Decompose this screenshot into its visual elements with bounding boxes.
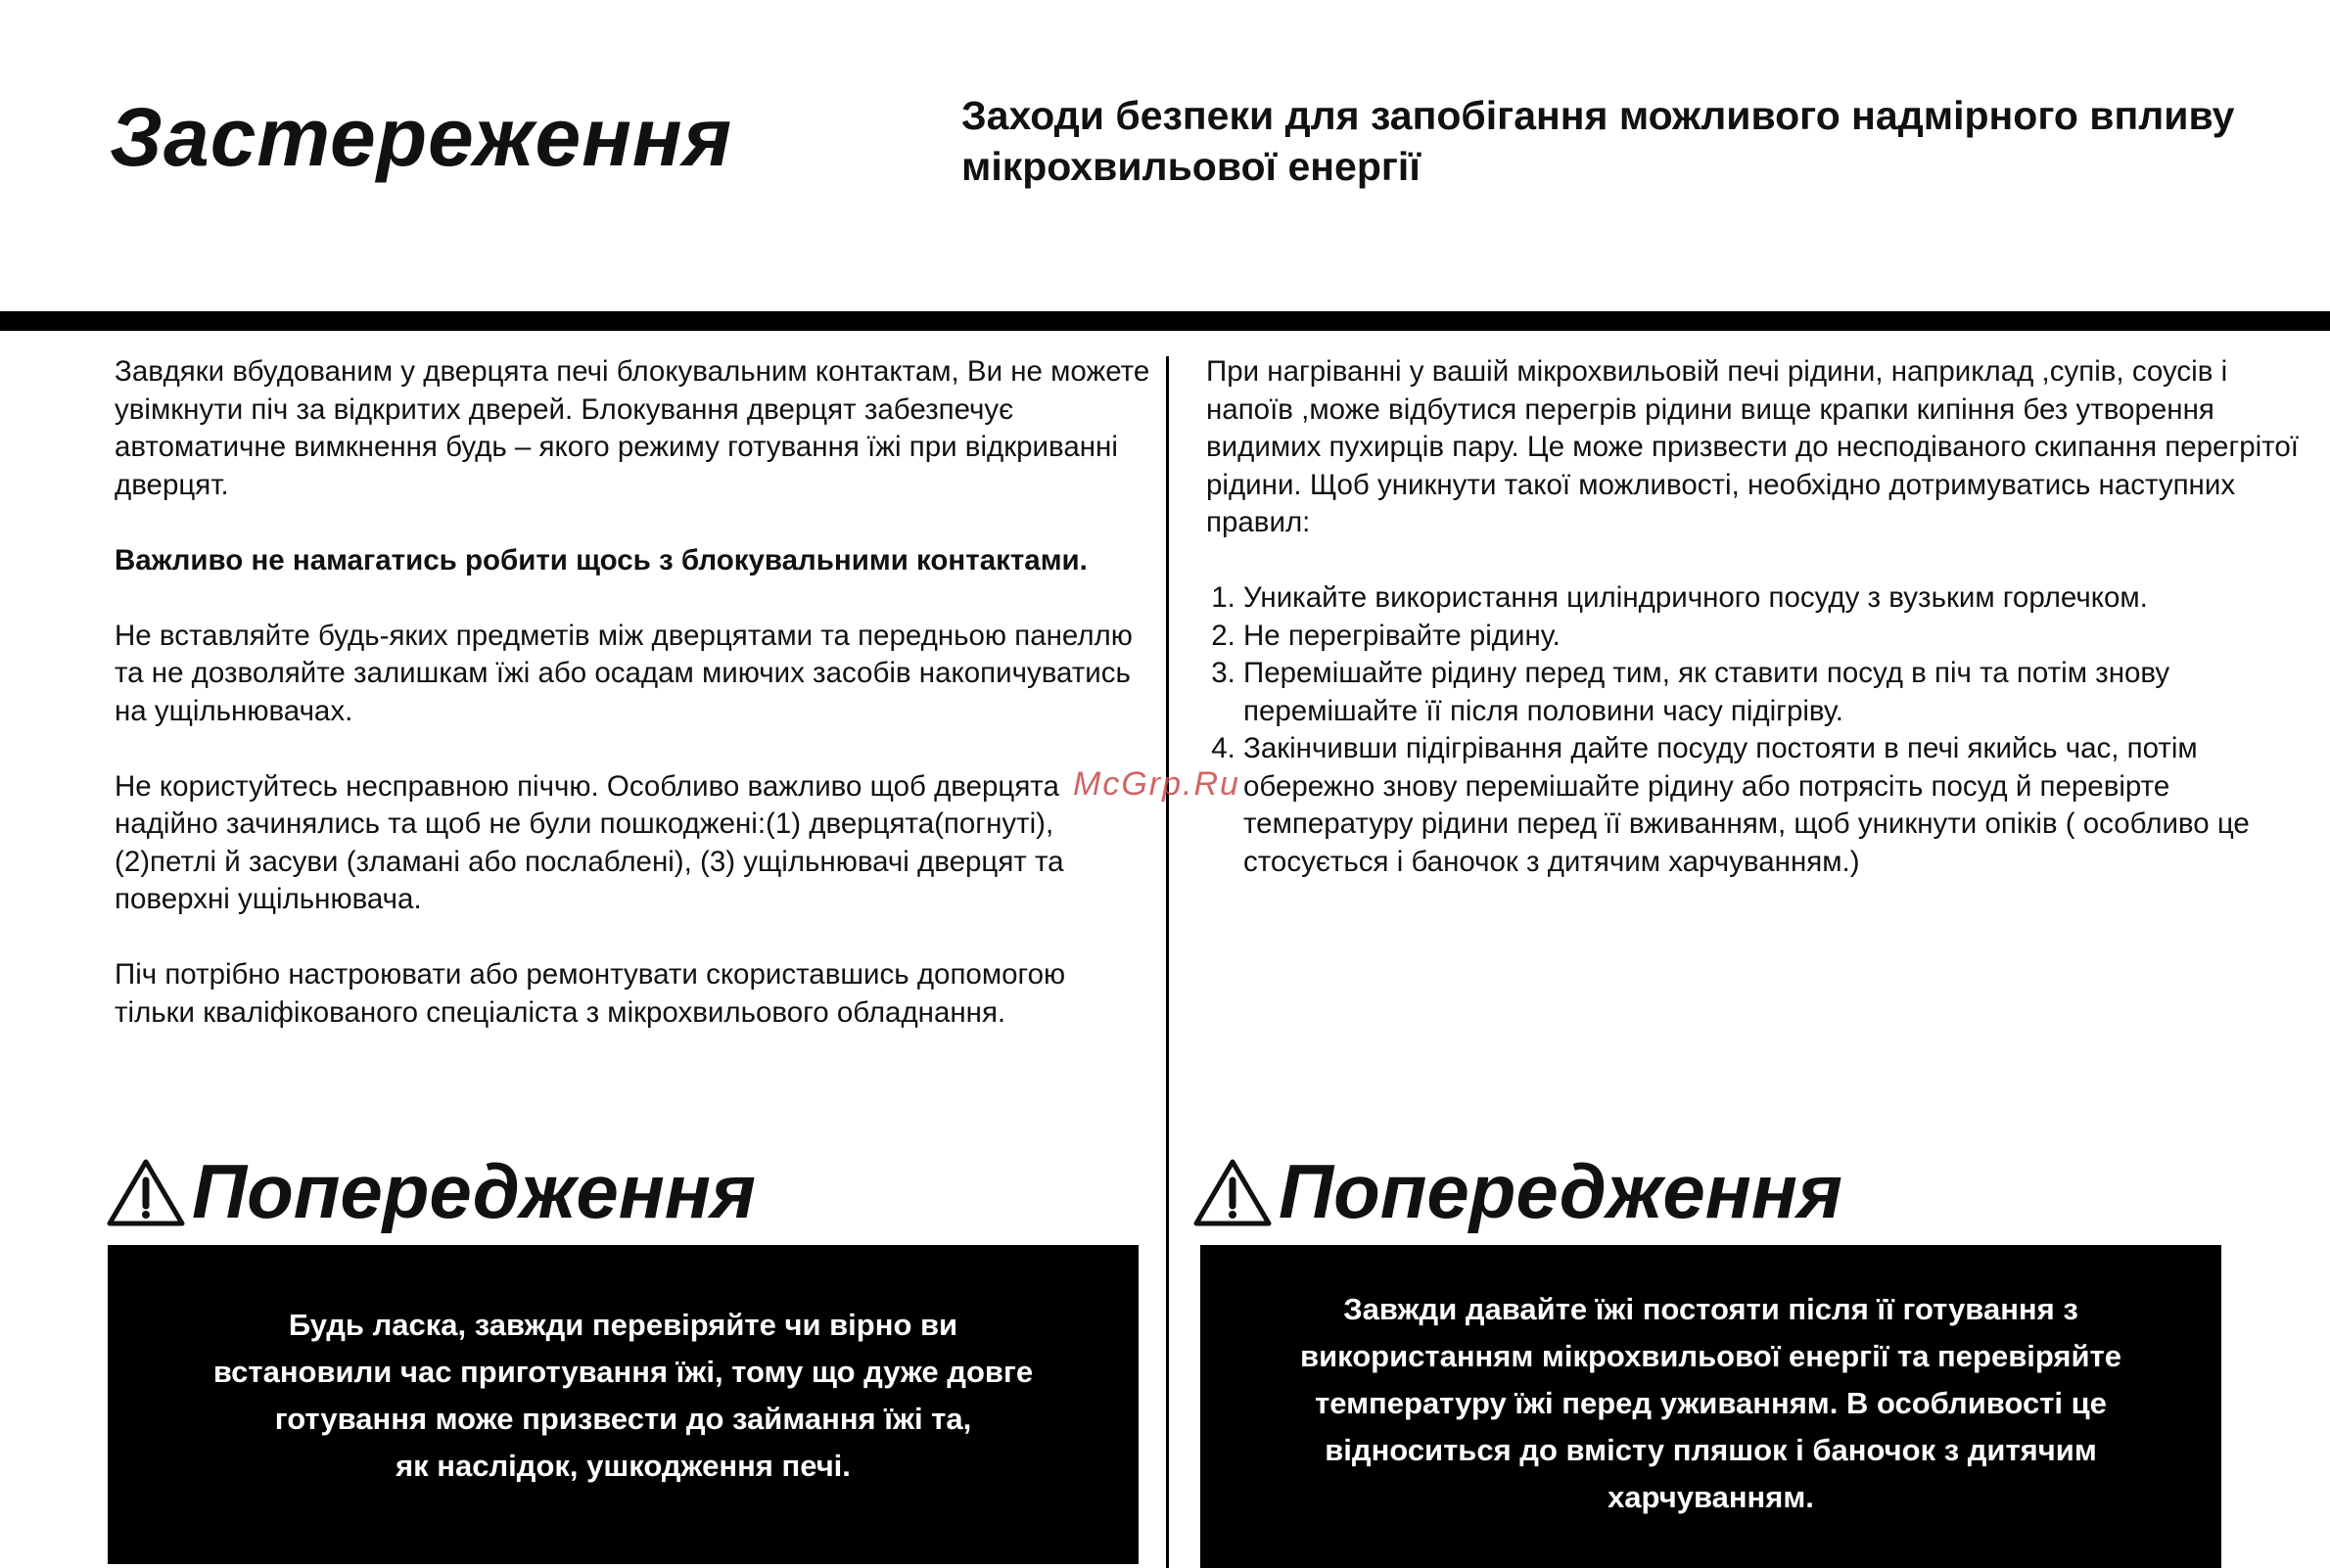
damaged-oven-paragraph: Не користуйтесь несправною піччю. Особливо важливо щоб дверцята надійно зачинялись та щоб не були пошкоджені:(1) дверцята(погнуті), (2)петлі й засуви (зламані або послаблені), (3) ущільнювачі дверцят та поверхні ущільнювача. (115, 769, 1064, 915)
warning-triangle-icon (106, 1157, 186, 1227)
rule-item: 3. Перемішайте рідину перед тим, як ставити посуд в піч та потім знову перемішайте її після половини часу підігріву. (1243, 655, 2303, 730)
warning-line: температуру їжі перед уживанням. В особливості це (1315, 1386, 2107, 1420)
left-column (115, 353, 1152, 1032)
column-divider (1166, 356, 1169, 1568)
interlock-paragraph: Завдяки вбудованим у дверцята печі блокувальним контактам, Ви не можете увімкнути піч за відкритих дверей. Блокування дверцят забезпечує автоматичне вимкнення будь – якого режиму готування їжі при відкриванні дверцят. (115, 355, 1150, 501)
rule-item: 2. Не перегрівайте рідину. (1243, 618, 2303, 656)
interlock-warning-bold: Важливо не намагатись робити щось з блокувальними контактами. (115, 543, 1088, 576)
rules-list (1206, 579, 2303, 881)
warning-heading-left (106, 1147, 756, 1236)
warning-box-left (108, 1245, 1139, 1564)
watermark: McGrp.Ru (1073, 765, 1240, 803)
warning-line: Будь ласка, завжди перевіряйте чи вірно ви (288, 1308, 958, 1342)
seal-paragraph: Не вставляйте будь-яких предметів між дверцятами та передньою панеллю та не дозволяйте залишкам їжі або осадам миючих засобів накопичуватись на ущільнювачах. (115, 619, 1133, 727)
warning-line: як наслідок, ушкодження печі. (396, 1449, 851, 1483)
page-title: Застереження (110, 91, 733, 183)
overheating-intro: При нагріванні у вашій мікрохвильовій печі рідини, наприклад ,супів, соусів і напоїв ,може відбутися перегрів рідини вище крапки кипіння без утворення видимих пухирців пару. Це може призвести до несподіваного скипання перегрітої рідини. Щоб уникнути такої можливості, необхідно дотримуватись наступних правил: (1206, 355, 2299, 538)
service-paragraph: Піч потрібно настроювати або ремонтувати скориставшись допомогою тільки кваліфікованого спеціаліста з мікрохвильового обладнання. (115, 958, 1066, 1029)
rule-item: 4. Закінчивши підігрівання дайте посуду постояти в печі якийсь час, потім обережно знову перемішайте рідину або потрясіть посуд й перевірте температуру рідини перед її вживанням, щоб уникнути опіків ( особливо це стосується і баночок з дитячим харчуванням.) (1243, 730, 2303, 881)
warning-line: Завжди давайте їжі постояти після її готування з (1343, 1292, 2078, 1326)
warning-line: відноситься до вмісту пляшок і баночок з дитячим (1325, 1433, 2097, 1467)
header-divider (0, 311, 2330, 331)
warning-heading-text: Попередження (192, 1148, 756, 1234)
warning-heading-right (1192, 1147, 1842, 1236)
warning-line: встановили час приготування їжі, тому що дуже довге (212, 1355, 1034, 1389)
rule-item: 1. Уникайте використання циліндричного посуду з вузьким горлечком. (1243, 579, 2303, 618)
right-column (1206, 353, 2303, 881)
warning-line: готування може призвести до займання їжі та, (274, 1402, 972, 1436)
warning-line: харчуванням. (1608, 1480, 1814, 1514)
warning-heading-text: Попередження (1279, 1148, 1842, 1234)
section-subtitle: Заходи безпеки для запобігання можливого надмірного впливу мікрохвильової енергії (961, 93, 2235, 189)
warning-box-right (1200, 1245, 2221, 1568)
warning-triangle-icon (1192, 1157, 1273, 1227)
warning-line: використанням мікрохвильової енергії та перевіряйте (1300, 1339, 2121, 1373)
